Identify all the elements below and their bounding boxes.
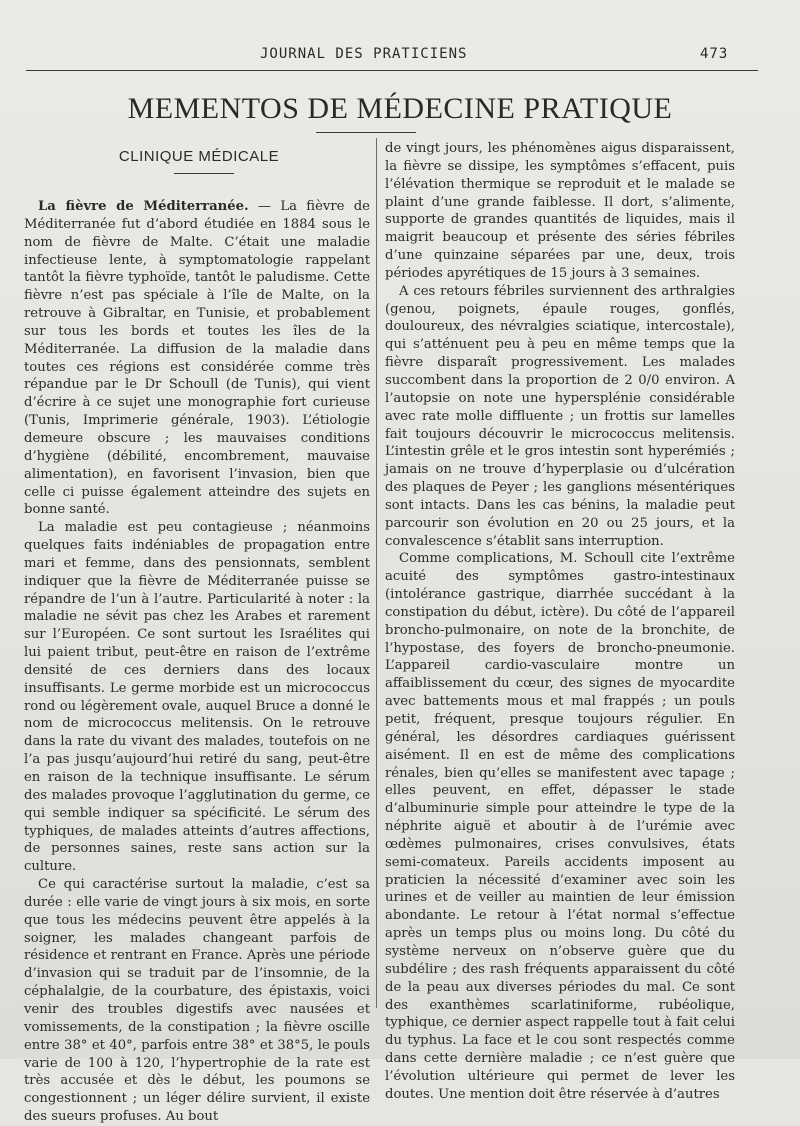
article-term: La fièvre de Méditerranée. bbox=[38, 199, 249, 214]
paragraph-1 bbox=[24, 198, 370, 519]
paragraph-4: de vingt jours, les phénomènes aigus disparaissent, la fièvre se dissipe, les symptômes s’effacent, puis l’élévation thermique se reproduit et le malade se plaint d’une grande faiblesse. Il dort, s’alimente, supporte de grandes quantités de liquides, mais il maigrit beaucoup et présente des séries fébriles d’une quinzaine séparées par une, deux, trois périodes apyrétiques de 15 jours à 3 semaines. bbox=[385, 141, 735, 281]
paragraph-3: Ce qui caractérise surtout la maladie, c’est sa durée : elle varie de vingt jours à six mois, en sorte que tous les médecins peuvent être appelés à la soigner, les malades changeant parfois de résidence et rentrant en France. Après une période d’invasion qui se traduit par de l’insomnie, de la céphalalgie, de la courbature, des épistaxis, voici venir des troubles digestifs avec nausées et vomissements, de la constipation ; la fièvre oscille entre 38° et 40°, parfois entre 38° et 38°5, le pouls varie de 100 à 120, l’hypertrophie de la rate est très accusée et dès le début, les poumons se congestionnent ; un léger délire survient, il existe des sueurs profuses. Au bout bbox=[24, 877, 370, 1125]
page-title: MEMENTOS DE MÉDECINE PRATIQUE bbox=[127, 92, 673, 125]
left-column bbox=[24, 140, 370, 1126]
right-column bbox=[385, 140, 735, 1104]
paragraph-2: La maladie est peu contagieuse ; néanmoins quelques faits indéniables de propagation entre mari et femme, dans des pensionnats, semblent indiquer que la fièvre de Méditerranée puisse se répandre de l’un à l’autre. Particularité à noter : la maladie ne sévit pas chez les Arabes et rarement sur l’Européen. Ce sont surtout les Israélites qui lui paient tribut, peut-être en raison de l’extrême densité de ces derniers dans des locaux insuffisants. Le germe morbide est un micrococcus rond ou légèrement ovale, auquel Bruce a donné le nom de micrococcus melitensis. On le retrouve dans la rate du vivant des malades, toutefois on ne l’a pas jusqu’aujourd’hui retiré du sang, peut-être en raison de la technique insuffisante. Le sérum des malades provoque l’agglutination du germe, ce qui semble indiquer sa spécificité. Le sérum des typhiques, de malades atteints d’autres affections, de personnes saines, reste sans action sur la culture. bbox=[24, 520, 370, 875]
paragraph-1-text: — La fièvre de Méditerranée fut d’abord étudiée en 1884 sous le nom de fièvre de Malte. C’était une maladie infectieuse lente, à symptomatologie rappelant tantôt la fièvre typhoïde, tantôt le paludisme. Cette fièvre n’est pas spéciale à l’île de Malte, on la retrouve à Gibraltar, en Tunisie, et probablement sur tous les bords et toutes les îles de la Méditerranée. La diffusion de la maladie dans toutes ces régions est considérée comme très répandue par le Dr Schoull (de Tunis), qui vient d’écrire à ce sujet une monographie fort curieuse (Tunis, Imprimerie générale, 1903). L’étiologie demeure obscure ; les mauvaises conditions d’hygiène (débilité, encombrement, mauvaise alimentation), en favorisent l’invasion, bien que celle ci puisse également atteindre des sujets en bonne santé. bbox=[24, 199, 370, 518]
page-number: 473 bbox=[700, 46, 729, 62]
journal-title: JOURNAL DES PRATICIENS bbox=[260, 46, 468, 62]
section-rule bbox=[174, 173, 234, 174]
running-head bbox=[0, 46, 800, 66]
header-rule bbox=[26, 70, 758, 71]
column-separator bbox=[376, 138, 377, 1008]
paragraph-5: A ces retours fébriles surviennent des arthralgies (genou, poignets, épaule rouges, gonflés, douloureux, des névralgies sciatique, intercostale), qui s’atténuent peu à peu en même temps que la fièvre disparaît progressivement. Les malades succombent dans la proportion de 2 0/0 environ. A l’autopsie on note une hypersplénie considérable avec rate molle diffluente ; un frottis sur lamelles fait toujours découvrir le micrococcus melitensis. L’intestin grêle et le gros intestin sont hyperémiés ; jamais on ne trouve d’hyperplasie ou d’ulcération des plaques de Peyer ; les ganglions mésentériques sont intacts. Dans les cas bénins, la maladie peut parcourir son évolution en 20 ou 25 jours, et la convalescence s’établit sans interruption. bbox=[385, 283, 735, 549]
title-rule bbox=[316, 132, 416, 133]
section-heading: CLINIQUE MÉDICALE bbox=[118, 148, 280, 165]
paragraph-6: Comme complications, M. Schoull cite l’extrême acuité des symptômes gastro-intestinaux (intolérance gastrique, diarrhée succédant à la constipation du début, ictère). Du côté de l’appareil broncho-pulmonaire, on note de la bronchite, de l’hypostase, des foyers de broncho-pneumonie. L’appareil cardio-vasculaire montre un affaiblissement du cœur, des signes de myocardite avec battements mous et mal frappés ; un pouls petit, fréquent, presque toujours régulier. En général, les désordres cardiaques guérissent aisément. Il en est de même des complications rénales, bien qu’elles se manifestent avec tapage ; elles peuvent, en effet, dépasser le stade d’albuminurie simple pour atteindre le type de la néphrite aiguë et aboutir à de l’urémie avec œdèmes pulmonaires, crises convulsives, états semi-comateux. Pareils accidents imposent au praticien la nécessité d’examiner avec soin les urines et de veiller au maintien de leur émission abondante. Le retour à l’état normal s’effectue après un temps plus ou moins long. Du côté du système nerveux on n’observe guère que du subdélire ; des rash fréquents apparaissent du côté de la peau aux diverses périodes du mal. Ce sont des exanthèmes scarlatiniforme, rubéolique, typhique, ce dernier aspect rappelle tout à fait celui du typhus. La face et le cou sont respectés comme dans cette dernière maladie ; ce n’est guère que l’évolution ultérieure qui permet de lever les doutes. Une mention doit être réservée à d’autres bbox=[385, 551, 735, 1102]
